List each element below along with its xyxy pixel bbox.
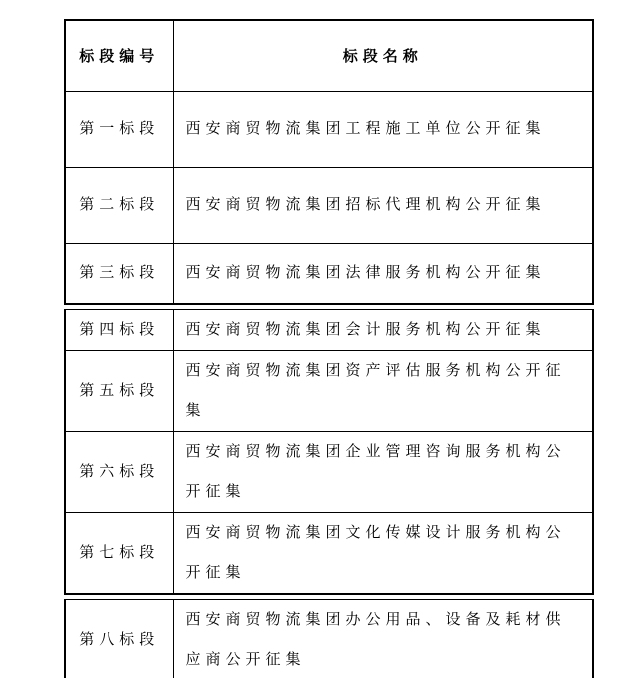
table-row xyxy=(65,513,593,595)
bid-sections-table-container xyxy=(64,19,592,678)
section-name-cell: 西安商贸物流集团办公用品、设备及耗材供应商公开征集 xyxy=(173,600,593,678)
section-name-cell: 西安商贸物流集团会计服务机构公开征集 xyxy=(173,310,593,351)
section-number-cell: 第四标段 xyxy=(65,310,173,351)
section-name-cell: 西安商贸物流集团招标代理机构公开征集 xyxy=(173,167,593,243)
section-number-cell: 第六标段 xyxy=(65,432,173,513)
section-name-cell: 西安商贸物流集团文化传媒设计服务机构公开征集 xyxy=(173,513,593,595)
bid-table-segment-2 xyxy=(64,309,594,595)
section-number-cell: 第一标段 xyxy=(65,91,173,167)
table-header-row xyxy=(65,20,593,91)
section-number-cell: 第二标段 xyxy=(65,167,173,243)
section-number-cell: 第七标段 xyxy=(65,513,173,595)
section-number-cell: 第八标段 xyxy=(65,600,173,678)
section-name-cell: 西安商贸物流集团法律服务机构公开征集 xyxy=(173,243,593,304)
bid-table-segment-1 xyxy=(64,19,594,305)
column-header-section-name: 标段名称 xyxy=(173,20,593,91)
table-row xyxy=(65,243,593,304)
table-row xyxy=(65,600,593,678)
section-number-cell: 第五标段 xyxy=(65,351,173,432)
table-row xyxy=(65,91,593,167)
column-header-section-number: 标段编号 xyxy=(65,20,173,91)
section-number-cell: 第三标段 xyxy=(65,243,173,304)
section-name-cell: 西安商贸物流集团企业管理咨询服务机构公开征集 xyxy=(173,432,593,513)
table-row xyxy=(65,432,593,513)
section-name-cell: 西安商贸物流集团资产评估服务机构公开征集 xyxy=(173,351,593,432)
table-row xyxy=(65,167,593,243)
table-row xyxy=(65,310,593,351)
section-name-cell: 西安商贸物流集团工程施工单位公开征集 xyxy=(173,91,593,167)
bid-table-segment-3 xyxy=(64,599,594,678)
table-row xyxy=(65,351,593,432)
